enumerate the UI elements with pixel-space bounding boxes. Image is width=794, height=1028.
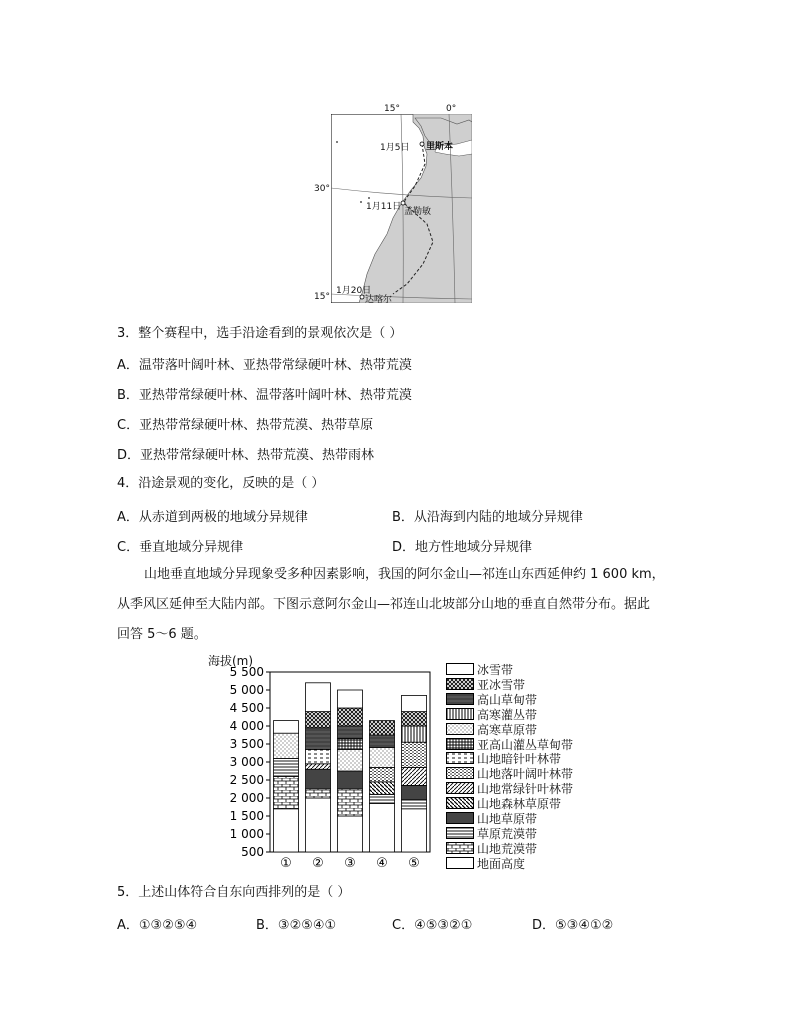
bar-segment-2-zone-4e9a51b096ea5e26	[306, 712, 331, 728]
x-category-label-1: ①	[280, 856, 292, 871]
legend-swatch-zone-5c715730843d53f6961453f667975e26	[446, 767, 474, 779]
bar-segment-4-zone-8349539f83526f205e26	[370, 794, 395, 803]
legend-swatch-box	[447, 708, 474, 719]
map-city-name-guelmim: 盖勒敏	[404, 207, 432, 217]
city-marker-lisbon	[420, 142, 424, 146]
y-tick-label: 2 500	[229, 773, 264, 787]
x-category-label-2: ②	[312, 856, 324, 871]
question-5-option-b[interactable]: B．③②⑤④①	[256, 918, 337, 933]
bar-segment-5-zone-9ad85bd2704c4e1b5e26	[402, 726, 427, 742]
bar-segment-4-zone-573097629ad85ea6	[370, 803, 395, 852]
question-4-option-d[interactable]: D．地方性地域分异规律	[392, 540, 533, 555]
legend-swatch-box	[447, 738, 474, 749]
bar-segment-3-zone-5c7157308349539f5e26	[338, 771, 363, 789]
y-tick-label: 1 000	[229, 827, 264, 841]
bar-segment-2-zone-5c71573083526f205e26	[306, 789, 331, 798]
map-city-date-lisbon: 1月5日	[380, 143, 410, 153]
y-tick-label: 5 500	[229, 665, 264, 679]
legend-swatch-box	[447, 768, 474, 779]
bar-segment-3-zone-9ad85c71834975385e26	[338, 726, 363, 739]
question-3-stem: 3．整个赛程中，选手沿途看到的景观依次是（ ）	[117, 326, 403, 341]
map-lat-label-15: 15°	[314, 292, 330, 302]
legend-swatch-zone-9ad85bd2704c4e1b5e26	[446, 708, 474, 720]
elevation-chart	[200, 652, 440, 872]
legend-swatch-box	[447, 678, 474, 689]
y-tick-label: 4 500	[229, 701, 264, 715]
legend-swatch-box	[447, 798, 474, 809]
x-category-label-3: ③	[344, 856, 356, 871]
legend-label: 高寒草原带	[477, 722, 538, 737]
legend-label: 山地草原带	[477, 812, 538, 826]
legend-label: 亚高山灌丛草甸带	[477, 737, 574, 752]
bar-segment-3-zone-9ad85bd28349539f5e26	[338, 749, 363, 771]
legend-label: 高山草甸带	[477, 692, 538, 707]
legend-label: 亚冰雪带	[477, 677, 526, 692]
legend-swatch-zone-5c7157305e387eff948853f667975e26	[446, 782, 474, 794]
legend-swatch-box	[447, 857, 474, 868]
bar-segment-1-zone-9ad85bd28349539f5e26	[274, 733, 299, 758]
bar-segment-5-zone-573097629ad85ea6	[402, 809, 427, 852]
legend-swatch-zone-573097629ad85ea6	[446, 857, 474, 869]
bar-segment-2-zone-5c7157305e387eff948853f667975e26	[306, 764, 331, 769]
map-city-date-guelmim: 1月11日	[366, 202, 402, 212]
bar-segment-4-zone-5c71573068ee67978349539f5e26	[370, 782, 395, 795]
bar-segment-2-zone-5c7157308349539f5e26	[306, 769, 331, 789]
bar-segment-2-zone-9ad85c71834975385e26	[306, 728, 331, 750]
bar-segment-3-zone-4e9a51b096ea5e26	[338, 708, 363, 726]
y-tick-label: 2 000	[229, 791, 264, 805]
bar-segment-3-zone-4e9a9ad85c71704c4e1b834975385e26	[338, 739, 363, 750]
question-5-option-c[interactable]: C．④⑤③②①	[392, 918, 473, 933]
legend-swatch-zone-9ad85bd28349539f5e26	[446, 723, 474, 735]
island	[360, 201, 362, 203]
bar-segment-5-zone-5c7157308349539f5e26	[402, 785, 427, 799]
question-4-stem: 4．沿途景观的变化，反映的是（ ）	[117, 476, 325, 491]
question-4-option-b[interactable]: B．从沿海到内陆的地域分异规律	[392, 510, 583, 525]
intro-line-2: 从季风区延伸至大陆内部。下图示意阿尔金山—祁连山北坡部分山地的垂直自然带分布。据此	[117, 597, 651, 612]
legend-label: 草原荒漠带	[477, 826, 538, 841]
legend-swatch-box	[447, 693, 474, 704]
bar-segment-5-zone-5c7157305e387eff948853f667975e26	[402, 767, 427, 785]
island	[336, 141, 338, 143]
bar-segment-5-zone-4e9a51b096ea5e26	[402, 712, 427, 726]
legend-swatch-zone-5c7157308349539f5e26	[446, 812, 474, 824]
elevation-chart-svg	[200, 652, 440, 872]
legend-label: 冰雪带	[477, 663, 514, 677]
bar-segment-2-zone-51b096ea5e26	[306, 683, 331, 712]
legend-swatch-box	[447, 813, 474, 824]
y-tick-label: 3 000	[229, 755, 264, 769]
y-tick-label: 1 500	[229, 809, 264, 823]
legend-swatch-box	[447, 723, 474, 734]
legend-swatch-zone-5c71573083526f205e26	[446, 842, 474, 854]
bar-segment-1-zone-573097629ad85ea6	[274, 809, 299, 852]
bar-segment-4-zone-5c715730843d53f6961453f667975e26	[370, 767, 395, 781]
bar-segment-4-zone-9ad85c71834975385e26	[370, 735, 395, 748]
question-3-option-a[interactable]: A．温带落叶阔叶林、亚热带常绿硬叶林、热带荒漠	[117, 358, 412, 373]
question-4-option-c[interactable]: C．垂直地域分异规律	[117, 540, 244, 555]
x-category-label-4: ④	[376, 856, 388, 871]
map-lon-label-0: 0°	[446, 104, 457, 114]
legend-label: 地面高度	[477, 856, 526, 871]
bar-segment-1-zone-5c71573083526f205e26	[274, 776, 299, 808]
question-5-option-d[interactable]: D．⑤③④①②	[532, 918, 614, 933]
chart-ylabel: 海拔(m)	[208, 654, 254, 668]
bar-segment-3-zone-5c71573083526f205e26	[338, 789, 363, 816]
bar-segment-5-zone-8349539f83526f205e26	[402, 800, 427, 809]
question-4-option-a[interactable]: A．从赤道到两极的地域分异规律	[117, 510, 308, 525]
legend-swatch-box	[447, 664, 474, 675]
legend-swatch-box	[447, 783, 474, 794]
legend-swatch-zone-51b096ea5e26	[446, 663, 474, 675]
legend-swatch-zone-5c7157306697948853f667975e26	[446, 752, 474, 764]
y-tick-label: 5 000	[229, 683, 264, 697]
legend-swatch-zone-4e9a9ad85c71704c4e1b834975385e26	[446, 738, 474, 750]
bar-segment-4-zone-9ad85bd28349539f5e26	[370, 748, 395, 768]
legend-swatch-box	[447, 827, 474, 838]
map-city-name-lisbon: 里斯本	[426, 142, 454, 152]
bar-segment-3-zone-573097629ad85ea6	[338, 816, 363, 852]
bar-segment-3-zone-51b096ea5e26	[338, 690, 363, 708]
legend-swatch-zone-5c71573068ee67978349539f5e26	[446, 797, 474, 809]
question-3-option-c[interactable]: C．亚热带常绿硬叶林、热带荒漠、热带草原	[117, 418, 374, 433]
map-city-name-dakar: 达喀尔	[365, 295, 393, 305]
legend-swatch-zone-4e9a51b096ea5e26	[446, 678, 474, 690]
bar-segment-2-zone-5c7157306697948853f667975e26	[306, 749, 331, 763]
map-lat-label-30: 30°	[314, 184, 330, 194]
question-5-option-a[interactable]: A．①③②⑤④	[117, 918, 198, 933]
legend-label: 高寒灌丛带	[477, 707, 538, 722]
legend-entry-zone-573097629ad85ea6	[446, 855, 525, 872]
question-3-option-b[interactable]: B．亚热带常绿硬叶林、温带落叶阔叶林、热带荒漠	[117, 388, 412, 403]
bar-segment-4-zone-4e9a51b096ea5e26	[370, 721, 395, 735]
legend-label: 山地暗针叶林带	[477, 752, 562, 767]
legend-label: 山地常绿针叶林带	[477, 782, 574, 797]
bar-segment-5-zone-5c715730843d53f6961453f667975e26	[402, 742, 427, 767]
x-category-label-5: ⑤	[408, 856, 420, 871]
legend-swatch-box	[447, 842, 474, 853]
bar-segment-1-zone-8349539f83526f205e26	[274, 758, 299, 776]
legend-swatch-zone-9ad85c71834975385e26	[446, 693, 474, 705]
question-3-option-d[interactable]: D．亚热带常绿硬叶林、热带荒漠、热带雨林	[117, 448, 375, 463]
y-tick-label: 500	[241, 845, 264, 859]
intro-line-3: 回答 5～6 题。	[117, 627, 207, 642]
y-tick-label: 3 500	[229, 737, 264, 751]
legend-swatch-zone-8349539f83526f205e26	[446, 827, 474, 839]
map-lon-label-15: 15°	[384, 104, 400, 114]
intro-line-1: 山地垂直地域分异现象受多种因素影响，我国的阿尔金山—祁连山东西延伸约 1 600 km，	[144, 567, 665, 582]
legend-label: 山地森林草原带	[477, 797, 562, 812]
legend-label: 山地落叶阔叶林带	[477, 767, 574, 782]
bar-segment-5-zone-51b096ea5e26	[402, 695, 427, 711]
y-tick-label: 4 000	[229, 719, 264, 733]
bar-segment-2-zone-573097629ad85ea6	[306, 798, 331, 852]
legend-swatch-box	[447, 753, 474, 764]
bar-segment-1-zone-51b096ea5e26	[274, 721, 299, 734]
legend-label: 山地荒漠带	[477, 841, 538, 856]
map-city-date-dakar: 1月20日	[336, 286, 372, 296]
question-5-stem: 5．上述山体符合自东向西排列的是（ ）	[117, 885, 351, 900]
